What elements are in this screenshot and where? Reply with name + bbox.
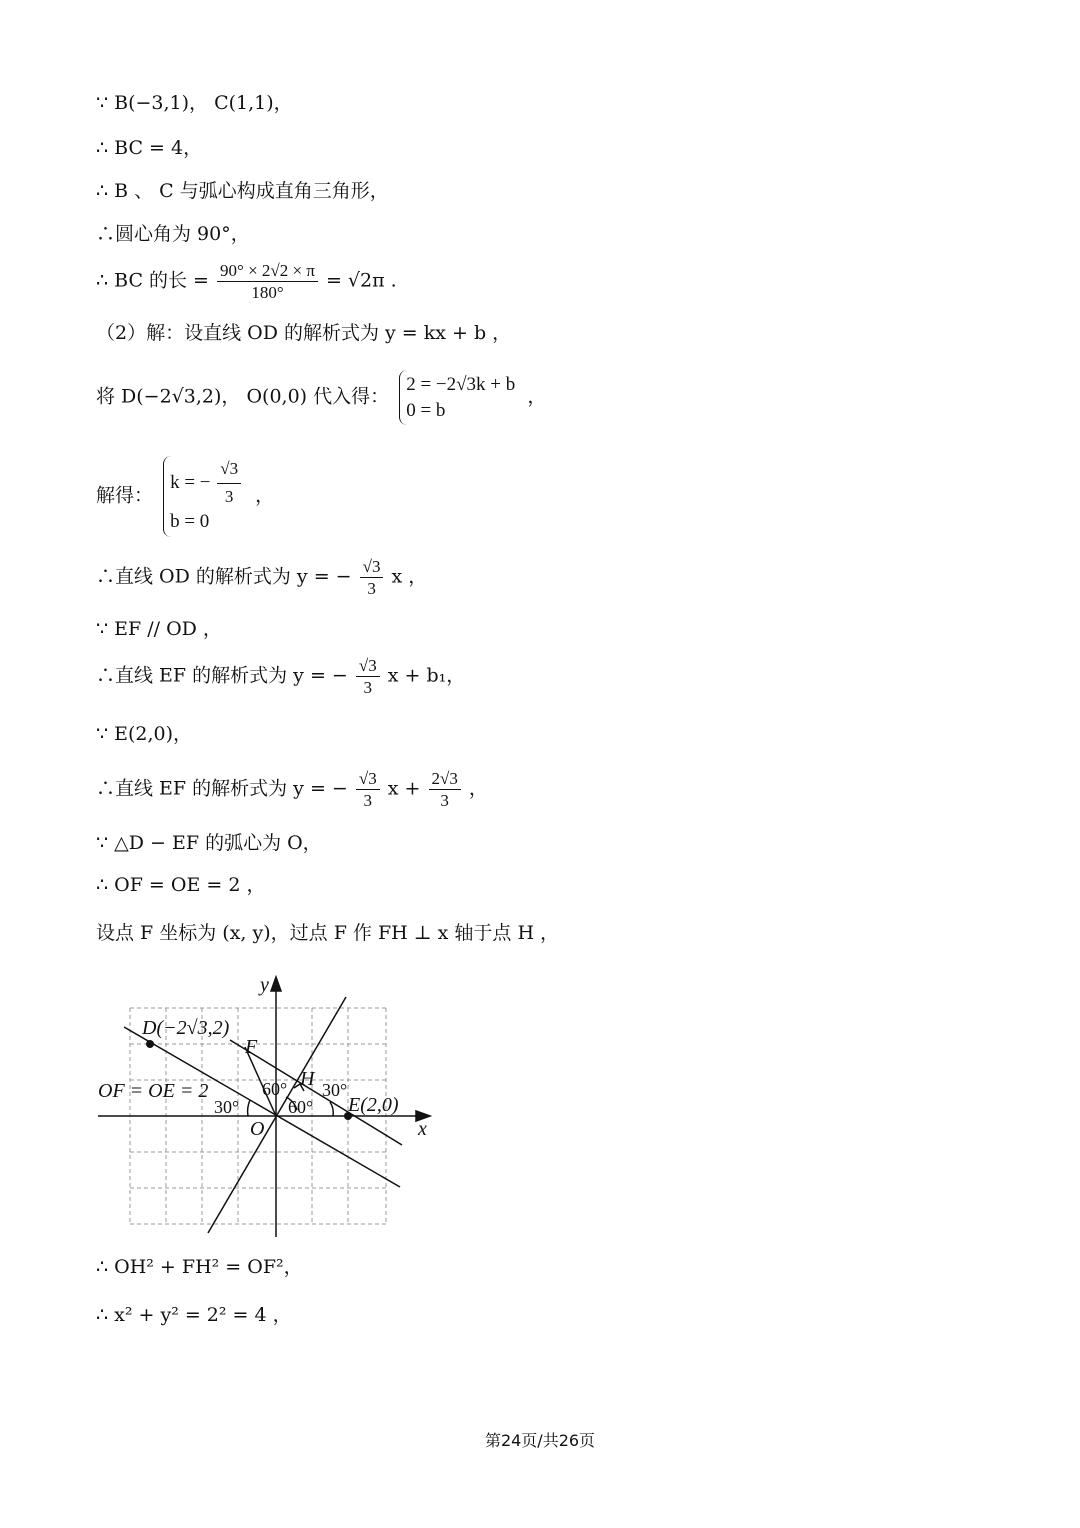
line-parallel: ∵ EF // OD ， bbox=[96, 618, 222, 640]
od-eq-suffix: x ， bbox=[391, 565, 428, 588]
ef-eq-mid: x + bbox=[387, 777, 421, 800]
line-od-equation bbox=[96, 558, 427, 597]
angle-30-right: 30° bbox=[322, 1080, 348, 1100]
system2-eq2: b = 0 bbox=[170, 510, 210, 532]
label-y: y bbox=[260, 974, 269, 996]
system2-eq1-fraction bbox=[217, 458, 241, 509]
line-ef-equation-general bbox=[96, 657, 465, 696]
line-arc-length bbox=[96, 262, 397, 301]
line-point-e: ∵ E(2,0)， bbox=[96, 723, 193, 745]
system1-eq1: 2 = −2√3k + b bbox=[406, 374, 516, 395]
angle-arc-right-icon bbox=[330, 1102, 333, 1116]
arc-length-prefix: ∴ BC 的长 = bbox=[96, 269, 209, 292]
line-ef-equation bbox=[96, 770, 488, 809]
line-bc-length: ∴ BC = 4， bbox=[96, 137, 203, 159]
ef-eq-den-1: 3 bbox=[363, 791, 373, 810]
system2-eq1 bbox=[170, 458, 243, 509]
ef-eq-fraction-1 bbox=[356, 770, 380, 809]
system2-eq1-lhs: k = − bbox=[170, 471, 211, 493]
line-of-oe: ∴ OF = OE = 2 ， bbox=[96, 874, 266, 896]
ef-eq-fraction-2 bbox=[429, 770, 461, 809]
arc-length-numerator: 90° × 2√2 × π bbox=[217, 262, 318, 282]
substitute-suffix: ， bbox=[527, 385, 547, 408]
coordinate-figure bbox=[90, 965, 440, 1240]
solution-prefix: 解得： bbox=[96, 484, 154, 507]
angle-30-left: 30° bbox=[214, 1097, 240, 1117]
page-footer: 第24页/共26页 bbox=[484, 1431, 596, 1450]
line-substitute bbox=[96, 370, 546, 425]
ef-general-num: √3 bbox=[356, 657, 380, 677]
line-arc-center: ∵ △D − EF 的弧心为 O， bbox=[96, 832, 322, 854]
system2-eq1-num: √3 bbox=[217, 458, 241, 484]
label-e: E(2,0) bbox=[348, 1094, 399, 1116]
solution-suffix: ， bbox=[255, 484, 275, 507]
od-eq-fraction bbox=[360, 558, 384, 597]
ef-eq-den-2: 3 bbox=[440, 791, 449, 810]
line-point-f: 设点 F 坐标为 (x, y)，过点 F 作 FH ⊥ x 轴于点 H ， bbox=[96, 922, 560, 944]
point-d bbox=[146, 1040, 154, 1048]
system1-eq2: 0 = b bbox=[406, 399, 446, 421]
line-central-angle: ∴圆心角为 90°， bbox=[96, 223, 250, 245]
line-solution bbox=[96, 456, 274, 537]
label-f: F bbox=[245, 1036, 258, 1058]
label-d: D(−2√3,2) bbox=[142, 1017, 230, 1039]
label-o: O bbox=[250, 1118, 265, 1140]
arc-length-fraction bbox=[217, 262, 318, 301]
ef-general-suffix: x + b₁， bbox=[387, 664, 466, 687]
ef-eq-suffix: ， bbox=[468, 777, 488, 800]
ef-eq-num-1: √3 bbox=[356, 770, 380, 790]
od-eq-num: √3 bbox=[360, 558, 384, 578]
equation-system-2 bbox=[163, 456, 249, 537]
ef-general-prefix: ∴直线 EF 的解析式为 y = − bbox=[96, 664, 348, 687]
od-eq-prefix: ∴直线 OD 的解析式为 y = − bbox=[96, 565, 352, 588]
substitute-prefix: 将 D(−2√3,2)， O(0,0) 代入得： bbox=[96, 385, 390, 408]
angle-arc-left-icon bbox=[248, 1100, 250, 1116]
label-of-oe: OF = OE = 2 bbox=[98, 1080, 209, 1102]
arc-length-result: = √2π . bbox=[325, 269, 397, 292]
label-h: H bbox=[300, 1068, 315, 1090]
line-right-triangle: ∴ B 、 C 与弧心构成直角三角形， bbox=[96, 180, 389, 202]
equation-system-1 bbox=[399, 370, 521, 425]
ef-general-fraction bbox=[356, 657, 380, 696]
line-pythagoras: ∴ OH² + FH² = OF²， bbox=[96, 1256, 303, 1278]
od-eq-den: 3 bbox=[367, 579, 376, 598]
line-given-points: ∵ B(−3,1)， C(1,1)， bbox=[96, 92, 293, 114]
system2-eq1-den: 3 bbox=[224, 486, 234, 506]
angle-60-lower: 60° bbox=[288, 1097, 314, 1117]
arc-length-denominator: 180° bbox=[251, 283, 284, 302]
angle-60-upper: 60° bbox=[262, 1079, 288, 1099]
line-part2-setup: （2）解：设直线 OD 的解析式为 y = kx + b ， bbox=[96, 322, 512, 344]
ef-eq-num-2: 2√3 bbox=[429, 770, 461, 790]
y-axis-arrow-icon bbox=[271, 977, 281, 991]
ef-general-den: 3 bbox=[363, 678, 373, 697]
label-x: x bbox=[418, 1118, 427, 1140]
ef-eq-prefix: ∴直线 EF 的解析式为 y = − bbox=[96, 777, 348, 800]
line-circle-eq: ∴ x² + y² = 2² = 4 ， bbox=[96, 1304, 292, 1326]
